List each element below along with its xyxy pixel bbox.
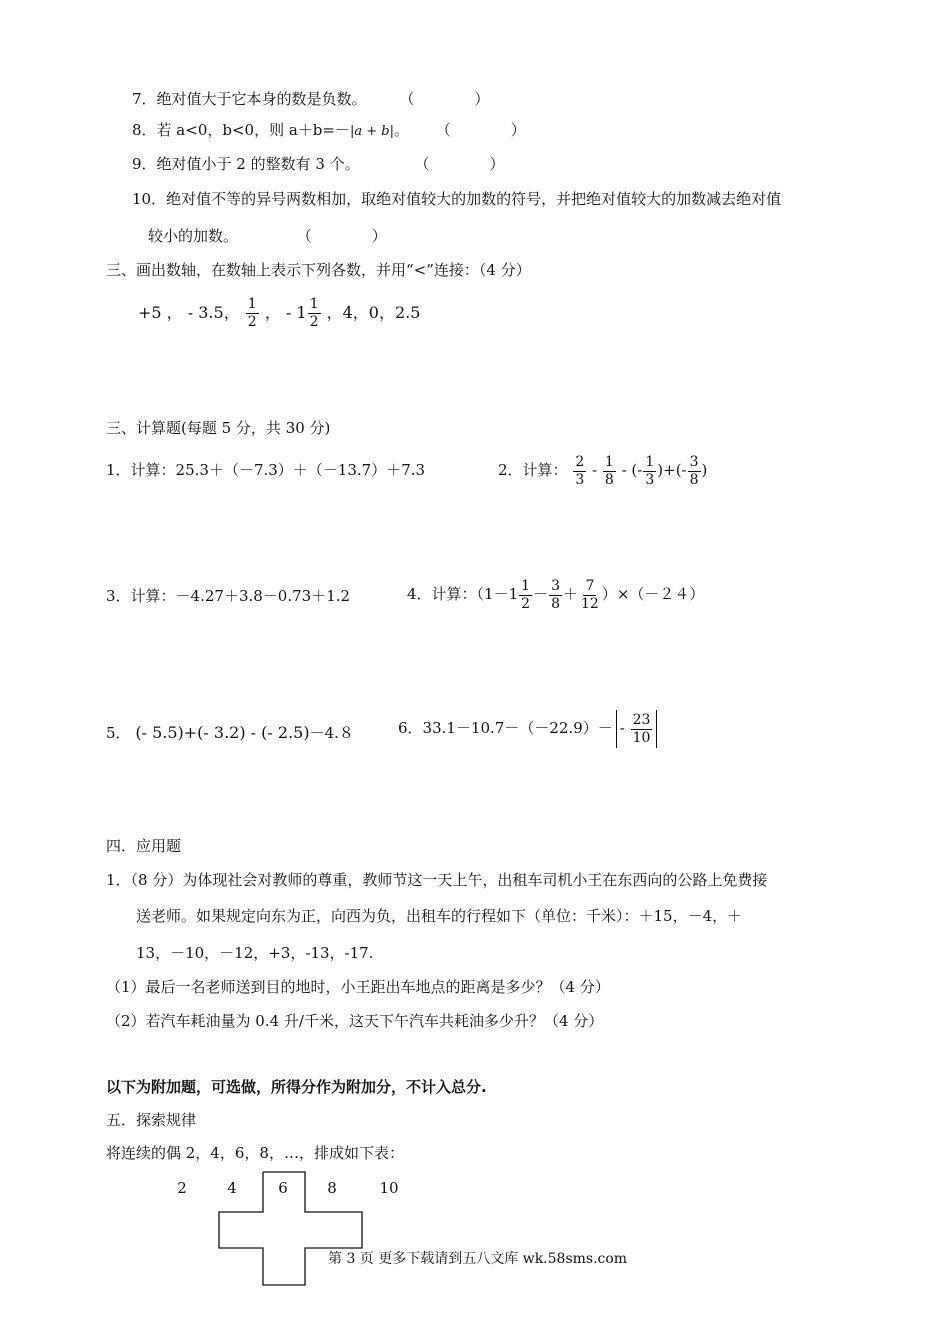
q8-answer-blank[interactable]: （ ） [435, 121, 526, 139]
q10-text: 较小的加数。 [148, 227, 239, 245]
op-minus: － [533, 585, 549, 603]
calc-problem-3: 3．计算：－4.27＋3.8－0.73＋1.2 [106, 587, 351, 605]
frac-3-8: $\frac{3}{8}$ [689, 453, 699, 488]
problem-6-label: 6．33.1－10.7－（－22.9）－ [398, 719, 613, 737]
frac-3-8: $\frac{3}{8}$ [551, 577, 560, 612]
frac-2-3: $\frac{2}{3}$ [575, 453, 585, 488]
frac-1-3: $\frac{1}{3}$ [645, 453, 655, 488]
problem-5-tail: －4.８ [309, 724, 354, 742]
apply-sub-question-2: （2）若汽车耗油量为 0.4 升/千米，这天下午汽车共耗油多少升？（4 分） [106, 1012, 604, 1030]
page-footer: 第 3 页 更多下载请到五八文库 wk.58sms.com [328, 1251, 628, 1267]
numbers-part1: +5 ， - 3.5， [138, 303, 240, 322]
q10-line1: 10．绝对值不等的异号两数相加，取绝对值较大的加数的符号，并把绝对值较大的加数减去绝对值 [132, 190, 782, 208]
apply-q1-line3: 13，－10，－12，+3，-13，-17. [136, 944, 374, 962]
q9-answer-blank[interactable]: （ ） [414, 155, 505, 173]
problem-5-label: 5． [106, 724, 131, 742]
problem-4-label: 4．计算：（1－1 [407, 585, 519, 603]
fraction-one-half: $\frac{1}{2}$ [247, 296, 257, 330]
apply-q1-line1: 1．（8 分）为体现社会对教师的尊重，教师节这一天上午，出租车司机小王在东西向的公路上免费接 [106, 871, 768, 889]
op-plus: ＋ [563, 585, 579, 603]
problem-4-tail: ）×（－２４） [601, 585, 705, 603]
q8-abs-expression: |a + b| [349, 124, 394, 139]
q7-text: 7．绝对值大于它本身的数是负数。 [132, 90, 367, 108]
table-cell: 10 [379, 1179, 399, 1197]
numberline-heading: 三、画出数轴，在数轴上表示下列各数，并用“<”连接：（4 分） [106, 261, 531, 279]
frac-7-12: $\frac{7}{12}$ [581, 577, 599, 612]
problem-5-expression: (- 5.5)+(- 3.2) - (- 2.5) [135, 723, 310, 742]
fraction-mixed-half: $\frac{1}{2}$ [309, 296, 319, 330]
numbers-part2: ， - 1 [264, 303, 307, 322]
q8-text: 8．若 a<0，b<0，则 a＋b=－ [132, 121, 350, 139]
q8-text-end: 。 [393, 121, 409, 139]
q7-answer-blank[interactable]: （ ） [399, 90, 490, 108]
frac-1-2: $\frac{1}{2}$ [521, 577, 531, 612]
pattern-heading: 五．探索规律 [106, 1111, 197, 1129]
frac-23-10: $\frac{23}{10}$ [632, 711, 651, 746]
q9-text: 9．绝对值小于 2 的整数有 3 个。 [132, 155, 360, 173]
op-plus-paren: )+(- [657, 461, 687, 479]
calc-problem-1: 1．计算：25.3＋（－7.3）＋（－13.7）＋7.3 [106, 461, 426, 479]
close-paren: ) [701, 461, 708, 479]
table-cell-center: 6 [278, 1179, 288, 1197]
apply-heading: 四．应用题 [106, 837, 182, 855]
pattern-intro: 将连续的偶 2，4，6，8，…，排成如下表： [106, 1144, 404, 1162]
table-cell: 8 [327, 1179, 337, 1197]
op-minus: - [619, 719, 625, 737]
op-minus-paren: - (- [621, 461, 643, 479]
op-minus: - [592, 461, 598, 479]
problem-2-label: 2．计算： [498, 461, 568, 479]
table-cell: 2 [177, 1179, 187, 1197]
calc-heading: 三、计算题(每题 5 分，共 30 分) [106, 419, 331, 437]
bonus-note: 以下为附加题，可选做，所得分作为附加分，不计入总分. [106, 1078, 487, 1096]
apply-sub-question-1: （1）最后一名老师送到目的地时，小王距出车地点的距离是多少？（4 分） [106, 978, 610, 996]
numbers-part3: ，4，0，2.5 [326, 303, 421, 322]
q10-answer-blank[interactable]: （ ） [296, 227, 387, 245]
frac-1-8: $\frac{1}{8}$ [604, 453, 614, 488]
table-cell: 4 [227, 1179, 237, 1197]
apply-q1-line2: 送老师。如果规定向东为正，向西为负，出租车的行程如下（单位：千米）：＋15，－4，＋ [136, 907, 743, 925]
